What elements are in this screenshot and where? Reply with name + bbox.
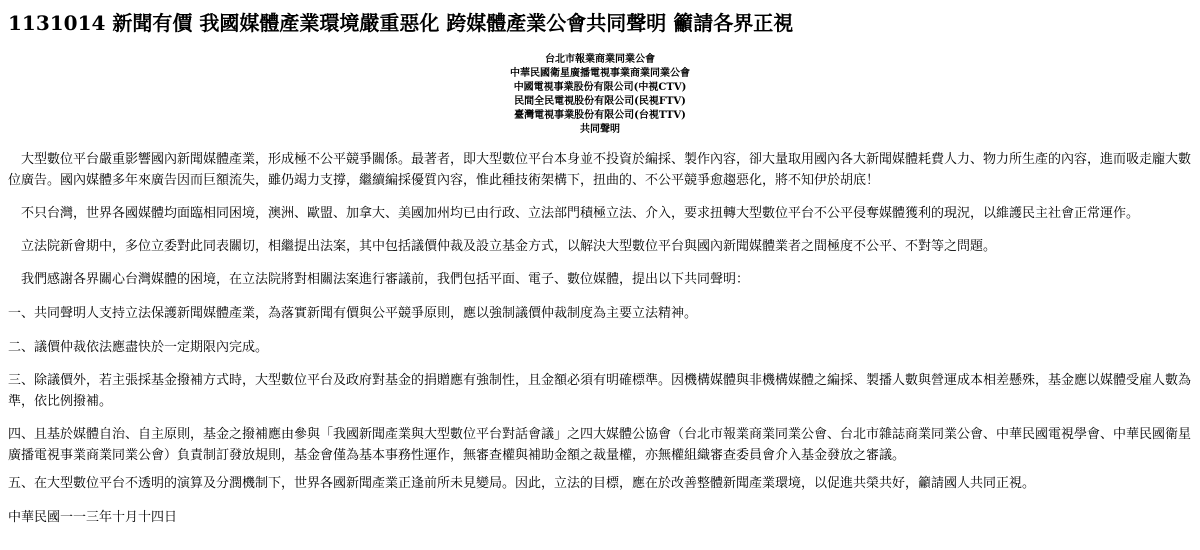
paragraph-gratitude: 我們感謝各界關心台灣媒體的困境，在立法院將對相關法案進行審議前，我們包括平面、電子、數位媒體，提出以下共同聲明： bbox=[21, 272, 750, 287]
signatory-ctv: 中國電視事業股份有限公司(中視CTV) bbox=[513, 82, 687, 94]
signatory-ttv: 臺灣電視事業股份有限公司(台視TTV) bbox=[514, 110, 686, 122]
statement-point-2: 二、議價仲裁依法應盡快於一定期限內完成。 bbox=[8, 340, 269, 355]
statement-date: 中華民國一一三年十月十四日 bbox=[8, 510, 178, 525]
paragraph-platform-impact: 大型數位平台嚴重影響國內新聞媒體產業，形成極不公平競爭關係。最著者，即大型數位平台本身並不投資於編採、製作內容，卻大量取用國內各大新聞媒體耗費人力、物力所生產的內容，進而吸走龐大數位廣告。國內媒體多年來廣告因而巨額流失，雖仍竭力支撐，繼續編採優質內容，惟此種技術架構下，扭曲的、不公平競爭愈趨惡化，將不知伊於胡底！ bbox=[8, 152, 1192, 188]
page-title: 1131014 新聞有價 我國媒體產業環境嚴重惡化 跨媒體產業公會共同聲明 籲請各界正視 bbox=[8, 11, 794, 35]
statement-point-4: 四、且基於媒體自治、自主原則，基金之撥補應由參與「我國新聞產業與大型數位平台對話會議」之四大媒體公協會（台北市報業商業同業公會、台北市雜誌商業同業公會、中華民國電視學會、中華民國衛星廣播電視事業商業同業公會）負責制訂發放規則，基金會僅為基本事務性運作，無審查權與補助金額之裁量權，亦無權組織審查委員會介入基金發放之審議。 bbox=[8, 427, 1192, 463]
signatory-satellite-tv-association: 中華民國衛星廣播電視事業商業同業公會 bbox=[510, 68, 690, 80]
joint-statement-label: 共同聲明 bbox=[580, 124, 620, 136]
signatory-taipei-newspaper-association: 台北市報業商業同業公會 bbox=[545, 54, 655, 65]
signatories-block bbox=[0, 53, 1200, 138]
signatory-ftv: 民間全民電視股份有限公司(民視FTV) bbox=[514, 96, 686, 108]
paragraph-legislative-session: 立法院新會期中，多位立委對此同表關切，相繼提出法案，其中包括議價仲裁及設立基金方式，以解決大型數位平台與國內新聞媒體業者之間極度不公平、不對等之問題。 bbox=[21, 239, 997, 254]
statement-point-5: 五、在大型數位平台不透明的演算及分潤機制下，世界各國新聞產業正逢前所未見變局。因此，立法的目標，應在於改善整體新聞產業環境，以促進共榮共好，籲請國人共同正視。 bbox=[8, 476, 1036, 491]
paragraph-global-situation: 不只台灣，世界各國媒體均面臨相同困境，澳洲、歐盟、加拿大、美國加州均已由行政、立法部門積極立法、介入，要求扭轉大型數位平台不公平侵奪媒體獲利的現況，以維護民主社會正常運作。 bbox=[21, 206, 1140, 221]
statement-point-3: 三、除議價外，若主張採基金撥補方式時，大型數位平台及政府對基金的捐贈應有強制性，且金額必須有明確標準。因機構媒體與非機構媒體之編採、製播人數與營運成本相差懸殊，基金應以媒體受雇人數為準，依比例撥補。 bbox=[8, 373, 1192, 409]
statement-point-1: 一、共同聲明人支持立法保護新聞媒體產業，為落實新聞有價與公平競爭原則，應以強制議價仲裁制度為主要立法精神。 bbox=[8, 306, 698, 321]
